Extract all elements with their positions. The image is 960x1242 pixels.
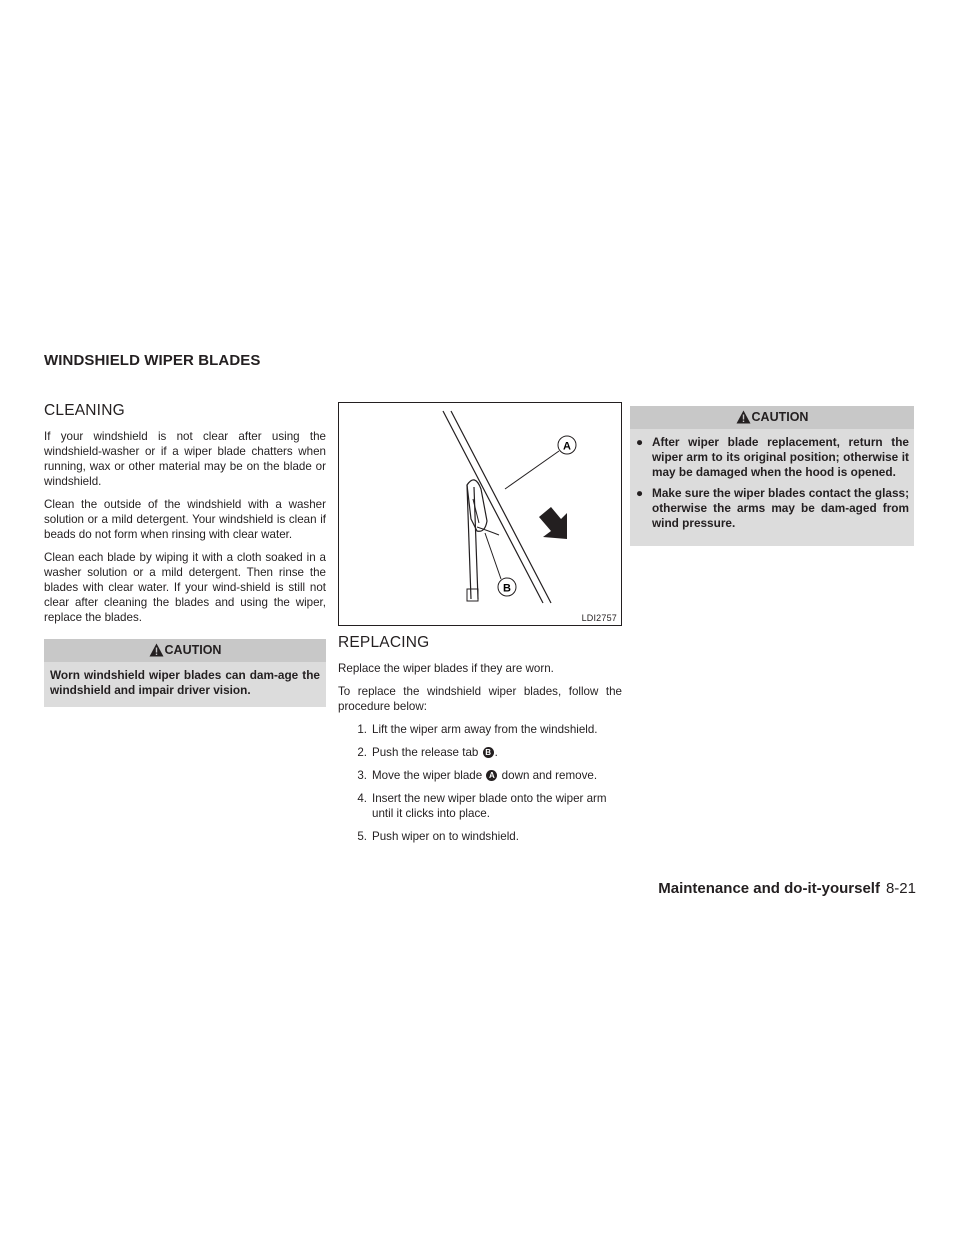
- step-number: 2.: [357, 746, 367, 759]
- caution-label: CAUTION: [164, 643, 222, 657]
- step-text: Insert the new wiper blade onto the wiper arm until it clicks into place.: [372, 792, 607, 820]
- figure-code: LDI2757: [581, 613, 617, 623]
- step-text: [372, 745, 622, 760]
- page-number: 8-21: [885, 880, 916, 897]
- caution-header: [44, 639, 326, 662]
- replacing-intro-2: To replace the windshield wiper blades, follow the procedure below:: [338, 685, 622, 713]
- cleaning-paragraph-3: Clean each blade by wiping it with a cloth soaked in a washer solution or a mild detergent. Then rinse the blades with clear water. If your wind-shield is still not clear after cleaning the blades and using the wiper, replace the blades.: [44, 551, 326, 624]
- windshield-line-outer: [443, 411, 543, 603]
- caution-bullet: [630, 486, 914, 531]
- warning-icon: [149, 643, 164, 657]
- column-cleaning: [44, 402, 326, 707]
- step-text-part: Push the release tab: [372, 746, 479, 759]
- wiper-diagram: [339, 403, 621, 625]
- step-text: Push wiper on to windshield.: [372, 830, 519, 843]
- caution-bullet-text: Make sure the wiper blades contact the glass; otherwise the arms may be dam-aged from wind pressure.: [652, 486, 909, 530]
- wiper-illustration: [338, 402, 622, 626]
- step-item: [338, 768, 622, 783]
- column-replacing: [338, 402, 622, 852]
- step-text-part: Move the wiper blade: [372, 769, 483, 782]
- step-number: 1.: [357, 723, 367, 736]
- step-item: [338, 829, 622, 844]
- caution-label: CAUTION: [751, 410, 809, 424]
- section-title: WINDSHIELD WIPER BLADES: [44, 352, 261, 369]
- steps-list: [338, 722, 622, 844]
- column-caution: [630, 402, 914, 546]
- bullet-icon: ●: [636, 435, 644, 449]
- footer-title: Maintenance and do-it-yourself: [658, 880, 880, 897]
- step-text: Lift the wiper arm away from the windshield.: [372, 723, 598, 736]
- step-text-part: .: [494, 746, 498, 759]
- step-item: [338, 745, 622, 760]
- step-number: 4.: [357, 792, 367, 805]
- replacing-heading: REPLACING: [338, 634, 430, 651]
- windshield-line-inner: [451, 411, 551, 603]
- caution-box-replacing: [630, 406, 914, 546]
- leader-line-b: [485, 533, 501, 579]
- wiper-blade-clip: [467, 480, 487, 531]
- page-footer: [658, 880, 916, 897]
- caution-text: Worn windshield wiper blades can dam-age the windshield and impair driver vision.: [50, 668, 320, 697]
- cleaning-heading: CLEANING: [44, 402, 125, 419]
- ref-a-icon: A: [486, 770, 497, 781]
- leader-line-a: [505, 451, 559, 489]
- cleaning-paragraph-1: If your windshield is not clear after using the windshield-washer or if a wiper blade chatters when running, wax or other material may be on the blade or windshield.: [44, 430, 326, 488]
- callout-a-label: A: [563, 440, 571, 453]
- bullet-icon: ●: [636, 486, 644, 500]
- caution-header: [630, 406, 914, 429]
- direction-arrow-icon: [539, 507, 567, 539]
- step-number: 3.: [357, 769, 367, 782]
- ref-b-icon: B: [483, 747, 494, 758]
- cleaning-paragraph-2: Clean the outside of the windshield with a washer solution or a mild detergent. Your windshield is clean if beads do not form when rinsing with clear water.: [44, 498, 326, 541]
- step-item: [338, 722, 622, 737]
- replacing-intro-1: Replace the wiper blades if they are worn.: [338, 662, 554, 675]
- callout-b-label: B: [503, 582, 511, 595]
- step-text-part: down and remove.: [501, 769, 598, 782]
- caution-box-cleaning: [44, 639, 326, 707]
- step-number: 5.: [357, 830, 367, 843]
- step-item: [338, 791, 622, 821]
- step-text: [372, 768, 622, 783]
- caution-bullet-text: After wiper blade replacement, return the wiper arm to its original position; otherwise it may be damaged when the hood is opened.: [652, 435, 909, 479]
- caution-bullet: [630, 435, 914, 480]
- warning-icon: [736, 410, 751, 424]
